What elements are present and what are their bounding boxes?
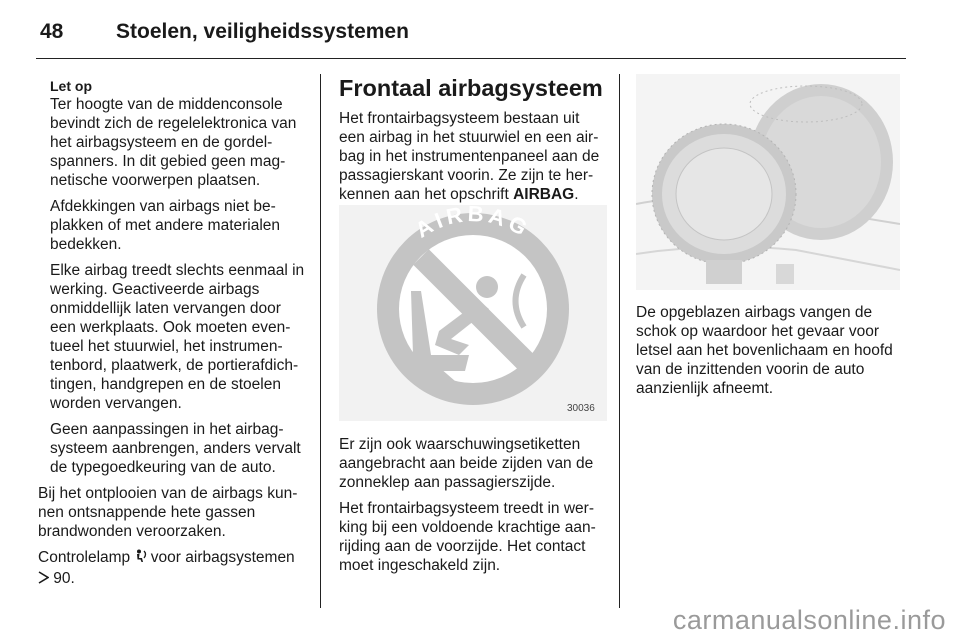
note-paragraph: Ter hoogte van de middenconsole bevindt zich de regelelektronica van het airbagsysteem en de gordelspanners. In dit gebied geen magnetische voorwerpen plaatsen. xyxy=(50,96,297,189)
frontal-airbag-heading: Frontaal airbagsysteem xyxy=(339,75,603,101)
airbag-label-bold: AIRBAG xyxy=(513,186,575,203)
figure-number: 30036 xyxy=(567,403,595,414)
airbag-warning-icon xyxy=(135,549,147,569)
website-watermark: carmanualsonline.info xyxy=(672,605,946,635)
note-paragraph: Elke airbag treedt slechts eenmaal in werking. Geactiveerde airbags onmiddellijk laten vervangen door een werkplaats. Ook moeten eventueel het stuurwiel, het instrumentenbord, plaatwerk, de portierafdichtingen, handgrepen en de stoelen worden vervangen. xyxy=(50,262,305,412)
page-header xyxy=(36,16,906,56)
warning-lamp-reference: Controlelamp voor airbagsystemen 90. xyxy=(38,549,295,587)
column-divider-left xyxy=(320,74,321,608)
note-paragraph: Geen aanpassingen in het airbagsysteem aanbrengen, anders vervalt de typegoedkeuring van de auto. xyxy=(50,421,301,476)
section-title: Stoelen, veiligheidssystemen xyxy=(116,20,409,43)
no-child-seat-icon xyxy=(339,205,607,421)
airbag-warning-figure xyxy=(339,205,607,421)
header-rule xyxy=(36,58,906,59)
column-middle xyxy=(339,74,607,211)
column-middle-lower xyxy=(339,435,607,582)
body-paragraph: Het frontairbagsysteem treedt in werking bij een voldoende krachtige aanrijding aan de voorzijde. Het contact moet ingeschakeld zijn. xyxy=(339,500,596,574)
note-paragraph: Afdekkingen van airbags niet beplakken of met andere materialen bedekken. xyxy=(50,198,281,253)
body-paragraph: Het frontairbagsysteem bestaan uit een airbag in het stuurwiel en een airbag in het instrumentenpaneel aan de passagierskant voorin. Ze zijn te herkennen aan het opschrift AIRBAG. xyxy=(339,110,600,203)
column-right xyxy=(636,303,904,405)
body-paragraph: Bij het ontplooien van de airbags kunnen ontsnappende hete gassen brandwonden veroorzaken. xyxy=(38,485,298,540)
arrow-reference-icon[interactable] xyxy=(38,570,49,589)
inflated-airbag-illustration xyxy=(636,74,900,290)
page-number: 48 xyxy=(40,20,64,43)
note-title: Let op xyxy=(50,78,92,94)
reference-page[interactable]: 90. xyxy=(49,570,75,587)
body-paragraph: De opgeblazen airbags vangen de schok op waardoor het gevaar voor letsel aan het bovenlichaam en hoofd van de inzittenden voorin de auto aanzienlijk afneemt. xyxy=(636,304,893,397)
warning-note xyxy=(38,78,306,477)
airbag-arc-label: AIRBAG xyxy=(410,205,536,243)
inflated-airbags-figure xyxy=(636,74,900,290)
body-paragraph: Er zijn ook waarschuwingsetiketten aangebracht aan beide zijden van de zonneklep aan passagierszijde. xyxy=(339,436,594,491)
column-left xyxy=(38,78,306,596)
column-divider-right xyxy=(619,74,620,608)
